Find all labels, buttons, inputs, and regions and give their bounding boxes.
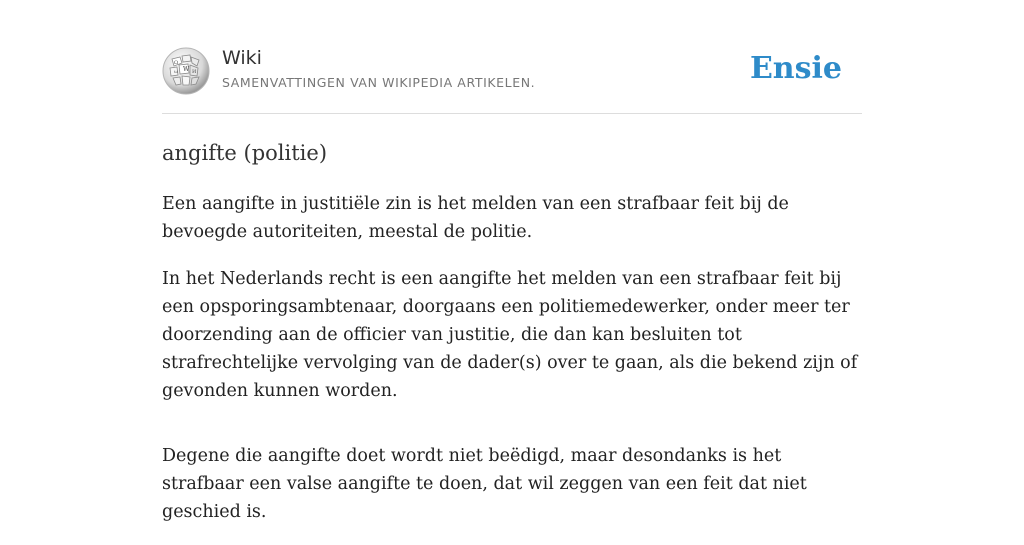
site-name[interactable]: Wiki — [222, 47, 262, 69]
svg-text:ω: ω — [174, 69, 179, 75]
site-header — [162, 0, 862, 114]
article-body — [162, 190, 862, 545]
article-paragraph: In het Nederlands recht is een aangifte het melden van een strafbaar feit bij een opsporingsambtenaar, doorgaans een politiemedewerker, onder meer ter doorzending aan de officier van justitie, die dan kan besluiten tot strafrechtelijke vervolging van de dader(s) over te gaan, als die bekend zijn of gevonden kunnen worden. — [162, 269, 858, 401]
article-paragraph: Een aangifte in justitiële zin is het melden van een strafbaar feit bij de bevoegde autoriteiten, meestal de politie. — [162, 194, 789, 242]
page-container — [162, 0, 862, 522]
svg-text:Ω: Ω — [174, 60, 179, 66]
site-tagline: SAMENVATTINGEN VAN WIKIPEDIA ARTIKELEN. — [222, 75, 536, 90]
wikipedia-globe-icon[interactable] — [162, 47, 210, 95]
article-paragraph: Degene die aangifte doet wordt niet beëdigd, maar desondanks is het strafbaar een valse aangifte te doen, dat wil zeggen van een feit dat niet geschied is. — [162, 446, 807, 522]
article-title: angifte (politie) — [162, 141, 328, 165]
svg-text:И: И — [192, 69, 197, 75]
ensie-brand-link[interactable]: Ensie — [749, 51, 842, 86]
svg-text:W: W — [183, 66, 190, 73]
